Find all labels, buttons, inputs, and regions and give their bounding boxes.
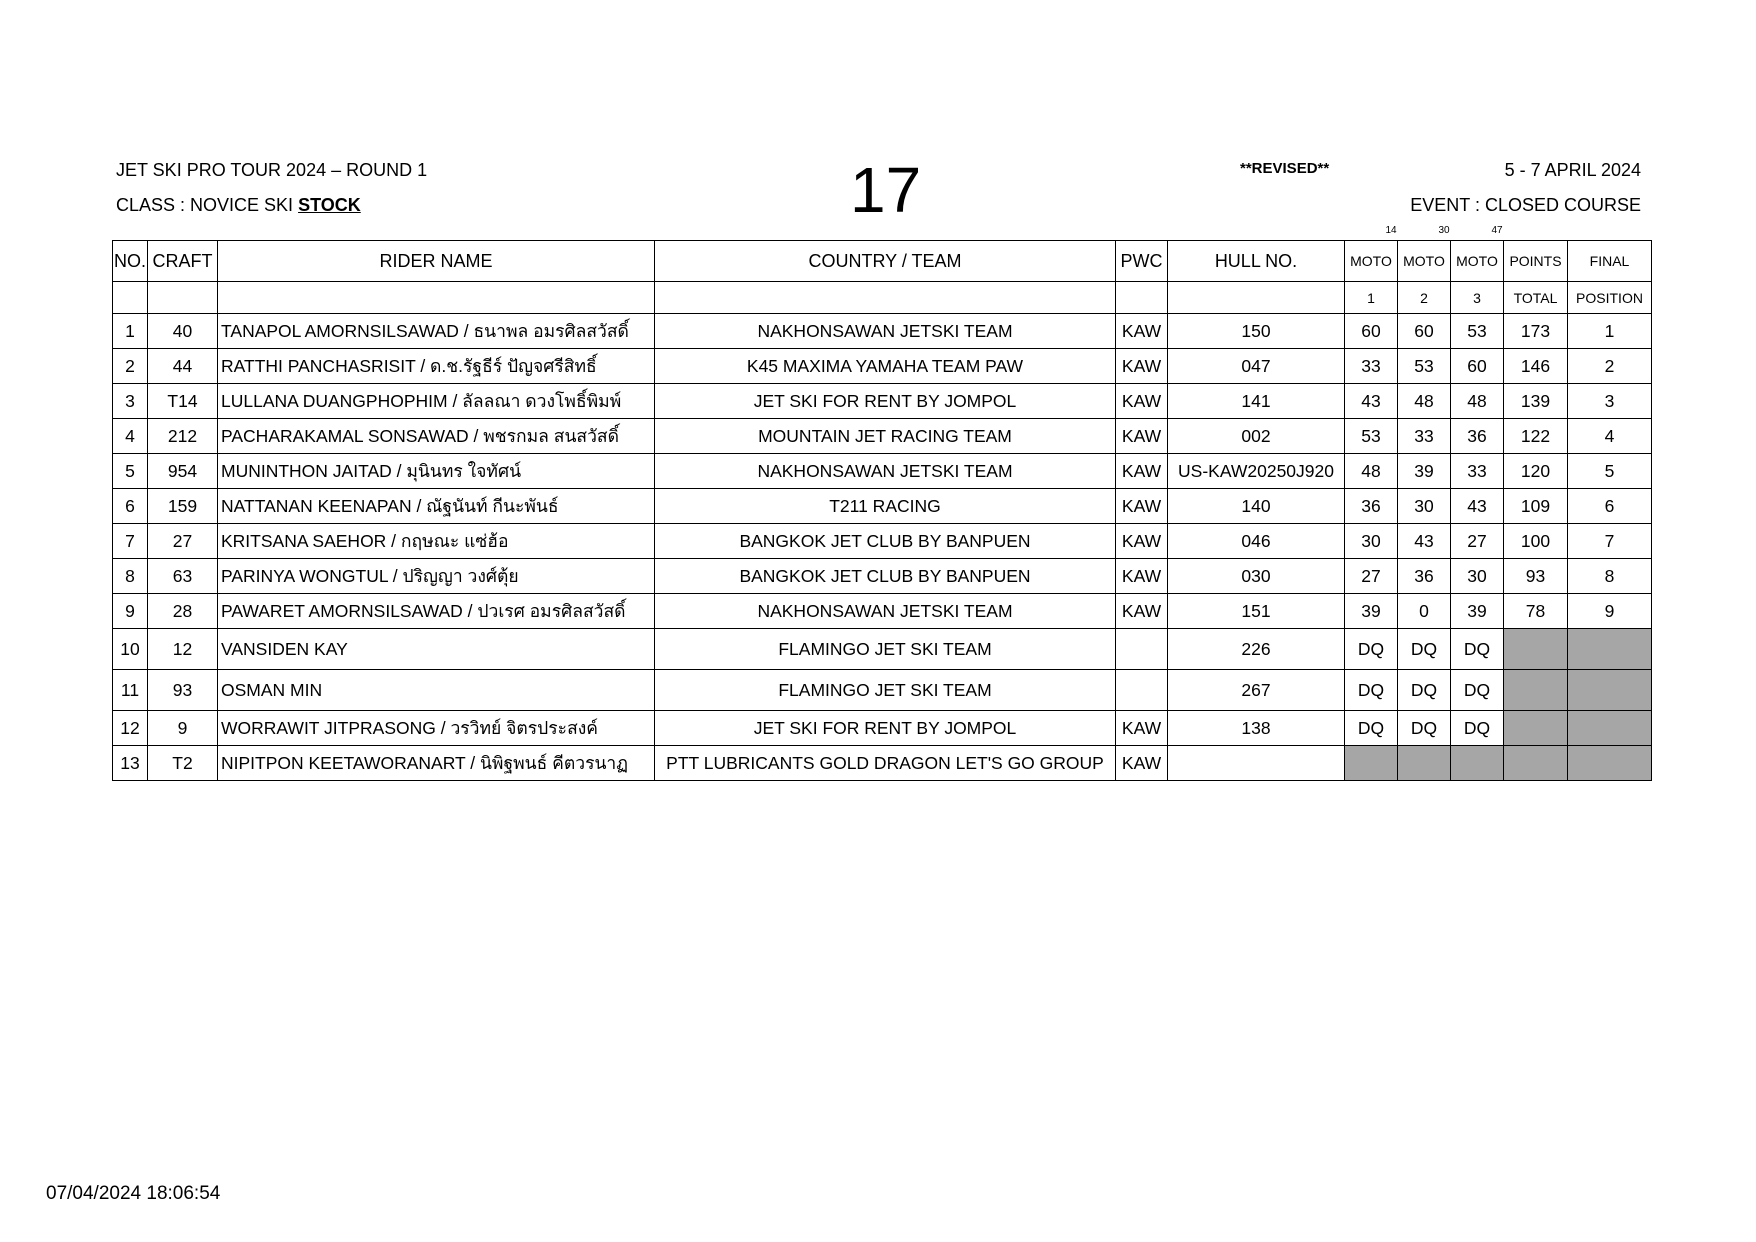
cell-team: NAKHONSAWAN JETSKI TEAM	[655, 314, 1116, 349]
cell-rider: MUNINTHON JAITAD / มุนินทร ใจทัศน์	[218, 454, 655, 489]
cell-team: NAKHONSAWAN JETSKI TEAM	[655, 594, 1116, 629]
cell-no: 5	[113, 454, 148, 489]
cell-moto2: 48	[1398, 384, 1451, 419]
cell-team: BANGKOK JET CLUB BY BANPUEN	[655, 559, 1116, 594]
cell-moto1: 48	[1345, 454, 1398, 489]
col-header-points: POINTS	[1504, 241, 1568, 282]
cell-moto3: 53	[1451, 314, 1504, 349]
cell-moto1: 53	[1345, 419, 1398, 454]
class-emphasis: STOCK	[298, 195, 361, 215]
cell-moto1: 39	[1345, 594, 1398, 629]
cell-team: JET SKI FOR RENT BY JOMPOL	[655, 384, 1116, 419]
cell-rider: OSMAN MIN	[218, 670, 655, 711]
cell-no: 9	[113, 594, 148, 629]
cell-moto2: DQ	[1398, 711, 1451, 746]
table-row	[113, 419, 1652, 454]
moto3-small-number: 47	[1491, 225, 1503, 236]
cell-hull: 030	[1168, 559, 1345, 594]
sheet-number: 17	[850, 154, 922, 226]
col-subheader-final: POSITION	[1568, 282, 1652, 314]
cell-no: 7	[113, 524, 148, 559]
cell-points-total: 173	[1504, 314, 1568, 349]
cell-points-total	[1504, 670, 1568, 711]
cell-moto3: 30	[1451, 559, 1504, 594]
header-row-2	[113, 282, 1652, 314]
cell-craft: 9	[148, 711, 218, 746]
cell-craft: T2	[148, 746, 218, 781]
cell-team: T211 RACING	[655, 489, 1116, 524]
cell-pwc: KAW	[1116, 419, 1168, 454]
cell-points-total	[1504, 746, 1568, 781]
cell-moto3	[1451, 746, 1504, 781]
event-dates: 5 - 7 APRIL 2024	[1504, 160, 1641, 180]
cell-points-total: 93	[1504, 559, 1568, 594]
cell-no: 1	[113, 314, 148, 349]
col-header-moto1: MOTO	[1345, 241, 1398, 282]
cell-pwc: KAW	[1116, 384, 1168, 419]
cell-moto1: 43	[1345, 384, 1398, 419]
cell-final-position: 6	[1568, 489, 1652, 524]
cell-pwc: KAW	[1116, 559, 1168, 594]
cell-pwc: KAW	[1116, 711, 1168, 746]
cell-points-total: 100	[1504, 524, 1568, 559]
cell-craft: 40	[148, 314, 218, 349]
col-subheader-moto2: 2	[1398, 282, 1451, 314]
cell-pwc: KAW	[1116, 349, 1168, 384]
cell-rider: PACHARAKAMAL SONSAWAD / พชรกมล สนสวัสดิ์	[218, 419, 655, 454]
cell-rider: VANSIDEN KAY	[218, 629, 655, 670]
table-row	[113, 559, 1652, 594]
cell-pwc: KAW	[1116, 524, 1168, 559]
cell-moto3: 48	[1451, 384, 1504, 419]
table-row	[113, 711, 1652, 746]
cell-moto3: 33	[1451, 454, 1504, 489]
cell-hull: 138	[1168, 711, 1345, 746]
col-header-moto3: MOTO	[1451, 241, 1504, 282]
table-row	[113, 384, 1652, 419]
cell-no: 12	[113, 711, 148, 746]
cell-pwc	[1116, 670, 1168, 711]
cell-moto1: 60	[1345, 314, 1398, 349]
cell-hull: 226	[1168, 629, 1345, 670]
cell-rider: NATTANAN KEENAPAN / ณัฐนันท์ กีนะพันธ์	[218, 489, 655, 524]
cell-moto2: 43	[1398, 524, 1451, 559]
cell-team: MOUNTAIN JET RACING TEAM	[655, 419, 1116, 454]
header-blank	[113, 282, 148, 314]
table-row	[113, 629, 1652, 670]
cell-points-total	[1504, 711, 1568, 746]
cell-moto2: 36	[1398, 559, 1451, 594]
cell-moto2: 30	[1398, 489, 1451, 524]
cell-craft: 63	[148, 559, 218, 594]
cell-pwc: KAW	[1116, 454, 1168, 489]
col-header-no: NO.	[113, 241, 148, 282]
cell-final-position: 5	[1568, 454, 1652, 489]
cell-craft: 12	[148, 629, 218, 670]
cell-moto2: 60	[1398, 314, 1451, 349]
table-row	[113, 594, 1652, 629]
cell-moto2: 53	[1398, 349, 1451, 384]
cell-moto1	[1345, 746, 1398, 781]
moto2-small-number: 30	[1438, 225, 1450, 236]
cell-team: K45 MAXIMA YAMAHA TEAM PAW	[655, 349, 1116, 384]
cell-moto2: 33	[1398, 419, 1451, 454]
col-header-team: COUNTRY / TEAM	[655, 241, 1116, 282]
col-header-final: FINAL	[1568, 241, 1652, 282]
table-row	[113, 670, 1652, 711]
cell-moto1: 33	[1345, 349, 1398, 384]
cell-final-position	[1568, 711, 1652, 746]
cell-no: 3	[113, 384, 148, 419]
cell-rider: PAWARET AMORNSILSAWAD / ปวเรศ อมรศิลสวัสดิ์	[218, 594, 655, 629]
cell-craft: 954	[148, 454, 218, 489]
cell-no: 11	[113, 670, 148, 711]
cell-pwc: KAW	[1116, 314, 1168, 349]
cell-craft: 44	[148, 349, 218, 384]
moto1-small-number: 14	[1385, 225, 1397, 236]
cell-hull: US-KAW20250J920	[1168, 454, 1345, 489]
cell-hull: 002	[1168, 419, 1345, 454]
cell-pwc: KAW	[1116, 746, 1168, 781]
cell-no: 4	[113, 419, 148, 454]
cell-craft: 27	[148, 524, 218, 559]
cell-team: JET SKI FOR RENT BY JOMPOL	[655, 711, 1116, 746]
cell-final-position	[1568, 629, 1652, 670]
header-blank	[1116, 282, 1168, 314]
cell-pwc: KAW	[1116, 594, 1168, 629]
cell-rider: TANAPOL AMORNSILSAWAD / ธนาพล อมรศิลสวัสดิ์	[218, 314, 655, 349]
cell-final-position	[1568, 670, 1652, 711]
cell-moto3: DQ	[1451, 670, 1504, 711]
col-header-hull: HULL NO.	[1168, 241, 1345, 282]
class-line	[116, 195, 361, 216]
cell-moto1: 30	[1345, 524, 1398, 559]
cell-rider: NIPITPON KEETAWORANART / นิพิฐพนธ์ คีตวรนาฏ	[218, 746, 655, 781]
cell-moto2: DQ	[1398, 629, 1451, 670]
cell-final-position: 3	[1568, 384, 1652, 419]
cell-craft: T14	[148, 384, 218, 419]
cell-team: FLAMINGO JET SKI TEAM	[655, 629, 1116, 670]
cell-points-total: 139	[1504, 384, 1568, 419]
cell-no: 13	[113, 746, 148, 781]
header-blank	[1168, 282, 1345, 314]
col-header-rider: RIDER NAME	[218, 241, 655, 282]
cell-moto3: DQ	[1451, 629, 1504, 670]
cell-craft: 28	[148, 594, 218, 629]
cell-hull: 046	[1168, 524, 1345, 559]
cell-hull: 047	[1168, 349, 1345, 384]
class-prefix: CLASS : NOVICE SKI	[116, 195, 299, 215]
cell-moto3: 43	[1451, 489, 1504, 524]
cell-craft: 159	[148, 489, 218, 524]
cell-moto1: DQ	[1345, 670, 1398, 711]
cell-hull: 150	[1168, 314, 1345, 349]
cell-final-position: 7	[1568, 524, 1652, 559]
revised-label: **REVISED**	[1240, 160, 1330, 177]
cell-moto1: 27	[1345, 559, 1398, 594]
cell-hull: 141	[1168, 384, 1345, 419]
col-subheader-moto3: 3	[1451, 282, 1504, 314]
cell-moto2	[1398, 746, 1451, 781]
cell-no: 8	[113, 559, 148, 594]
cell-final-position: 9	[1568, 594, 1652, 629]
table-row	[113, 524, 1652, 559]
cell-points-total: 109	[1504, 489, 1568, 524]
cell-points-total: 78	[1504, 594, 1568, 629]
cell-moto3: 36	[1451, 419, 1504, 454]
cell-moto2: 39	[1398, 454, 1451, 489]
cell-final-position	[1568, 746, 1652, 781]
cell-moto3: 39	[1451, 594, 1504, 629]
cell-no: 2	[113, 349, 148, 384]
table-row	[113, 454, 1652, 489]
cell-final-position: 4	[1568, 419, 1652, 454]
cell-rider: WORRAWIT JITPRASONG / วรวิทย์ จิตรประสงค์	[218, 711, 655, 746]
results-table	[112, 240, 1652, 781]
results-body	[113, 314, 1652, 781]
table-row	[113, 489, 1652, 524]
cell-pwc	[1116, 629, 1168, 670]
cell-points-total: 146	[1504, 349, 1568, 384]
cell-rider: KRITSANA SAEHOR / กฤษณะ แซ่ฮ้อ	[218, 524, 655, 559]
cell-moto2: DQ	[1398, 670, 1451, 711]
event-type: EVENT : CLOSED COURSE	[1410, 195, 1641, 215]
print-timestamp: 07/04/2024 18:06:54	[46, 1183, 221, 1204]
col-header-moto2: MOTO	[1398, 241, 1451, 282]
cell-no: 10	[113, 629, 148, 670]
cell-moto2: 0	[1398, 594, 1451, 629]
cell-final-position: 8	[1568, 559, 1652, 594]
cell-team: BANGKOK JET CLUB BY BANPUEN	[655, 524, 1116, 559]
cell-no: 6	[113, 489, 148, 524]
cell-hull: 151	[1168, 594, 1345, 629]
event-title: JET SKI PRO TOUR 2024 – ROUND 1	[116, 160, 428, 180]
cell-final-position: 2	[1568, 349, 1652, 384]
cell-rider: LULLANA DUANGPHOPHIM / ลัลลณา ดวงโพธิ์พิมพ์	[218, 384, 655, 419]
header-blank	[148, 282, 218, 314]
cell-craft: 93	[148, 670, 218, 711]
header-row	[113, 241, 1652, 282]
cell-moto3: 60	[1451, 349, 1504, 384]
cell-moto1: DQ	[1345, 711, 1398, 746]
cell-craft: 212	[148, 419, 218, 454]
header-blank	[655, 282, 1116, 314]
cell-rider: PARINYA WONGTUL / ปริญญา วงศ์ตุ้ย	[218, 559, 655, 594]
cell-pwc: KAW	[1116, 489, 1168, 524]
table-row	[113, 314, 1652, 349]
cell-points-total: 122	[1504, 419, 1568, 454]
cell-points-total: 120	[1504, 454, 1568, 489]
table-row	[113, 349, 1652, 384]
header-blank	[218, 282, 655, 314]
cell-team: FLAMINGO JET SKI TEAM	[655, 670, 1116, 711]
cell-moto1: 36	[1345, 489, 1398, 524]
cell-rider: RATTHI PANCHASRISIT / ด.ช.รัฐธีร์ ปัญจศรีสิทธิ์	[218, 349, 655, 384]
col-header-pwc: PWC	[1116, 241, 1168, 282]
cell-hull: 140	[1168, 489, 1345, 524]
cell-hull: 267	[1168, 670, 1345, 711]
cell-final-position: 1	[1568, 314, 1652, 349]
cell-team: PTT LUBRICANTS GOLD DRAGON LET'S GO GROUP	[655, 746, 1116, 781]
col-subheader-points: TOTAL	[1504, 282, 1568, 314]
cell-team: NAKHONSAWAN JETSKI TEAM	[655, 454, 1116, 489]
cell-points-total	[1504, 629, 1568, 670]
cell-moto3: DQ	[1451, 711, 1504, 746]
table-row	[113, 746, 1652, 781]
cell-moto1: DQ	[1345, 629, 1398, 670]
col-header-craft: CRAFT	[148, 241, 218, 282]
cell-moto3: 27	[1451, 524, 1504, 559]
cell-hull	[1168, 746, 1345, 781]
col-subheader-moto1: 1	[1345, 282, 1398, 314]
